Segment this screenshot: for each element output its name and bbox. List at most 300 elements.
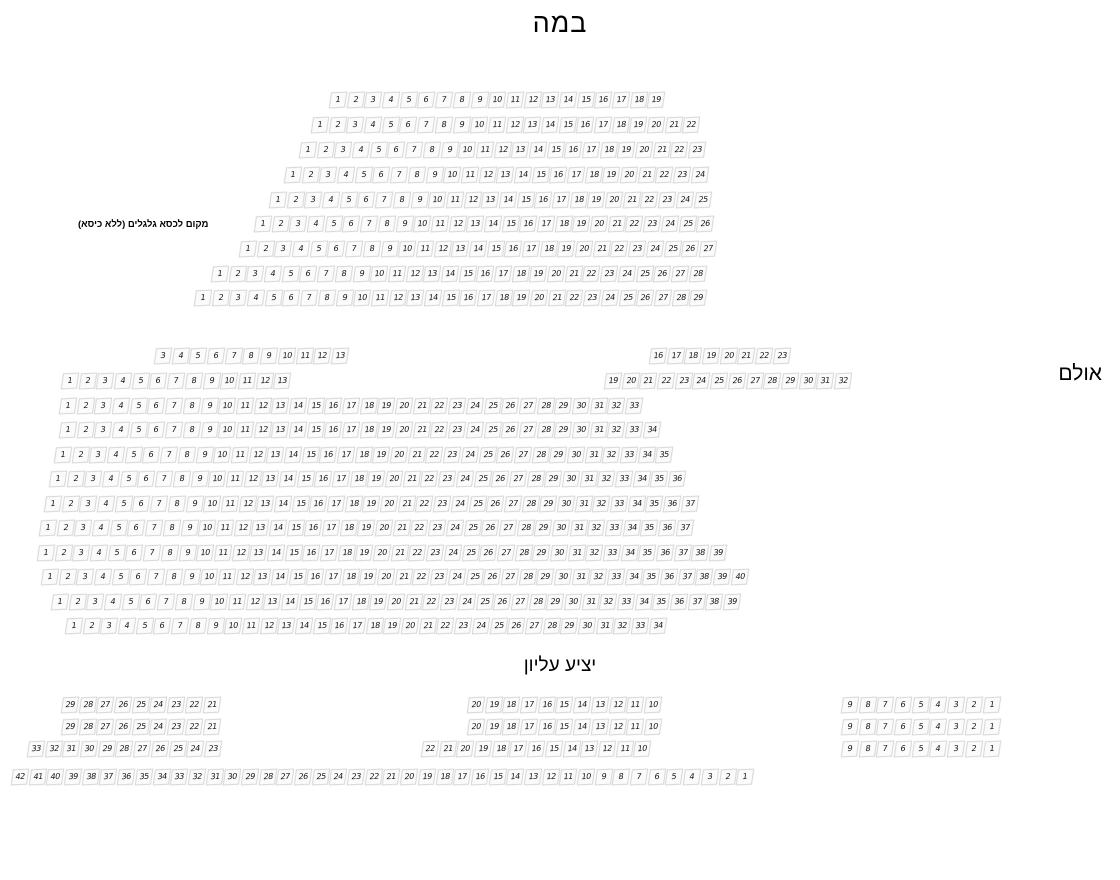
seat[interactable]: 29 [544, 471, 562, 488]
seat[interactable]: 5 [136, 618, 154, 635]
seat[interactable]: 23 [658, 192, 676, 209]
seat[interactable]: 22 [425, 447, 443, 464]
seat[interactable]: 21 [737, 348, 755, 365]
seat[interactable]: 11 [226, 471, 244, 488]
seat[interactable]: 23 [773, 348, 791, 365]
seat[interactable]: 19 [512, 290, 530, 307]
seat[interactable]: 11 [488, 117, 506, 134]
seat[interactable]: 38 [695, 569, 713, 586]
seat[interactable]: 24 [466, 398, 484, 415]
seat[interactable]: 2 [271, 216, 289, 233]
seat[interactable]: 9 [335, 290, 353, 307]
seat[interactable]: 18 [349, 471, 367, 488]
seat[interactable]: 12 [505, 117, 523, 134]
seat[interactable]: 25 [635, 266, 653, 283]
seat[interactable]: 6 [139, 594, 157, 611]
seat[interactable]: 26 [728, 373, 746, 390]
seat[interactable]: 11 [626, 719, 644, 736]
seat[interactable]: 6 [342, 216, 360, 233]
seat[interactable]: 22 [565, 290, 583, 307]
seat[interactable]: 23 [628, 241, 646, 258]
seat[interactable]: 5 [912, 741, 930, 758]
seat[interactable]: 3 [246, 266, 264, 283]
seat[interactable]: 19 [602, 167, 620, 184]
seat[interactable]: 25 [468, 496, 486, 513]
seat[interactable]: 2 [256, 241, 274, 258]
seat[interactable]: 12 [478, 167, 496, 184]
seat[interactable]: 25 [132, 719, 150, 736]
seat[interactable]: 26 [507, 618, 525, 635]
seat[interactable]: 14 [529, 142, 547, 159]
seat[interactable]: 24 [149, 697, 167, 714]
seat[interactable]: 11 [416, 241, 434, 258]
seat[interactable]: 26 [493, 594, 511, 611]
seat[interactable]: 29 [549, 447, 567, 464]
seat[interactable]: 2 [66, 471, 84, 488]
seat[interactable]: 9 [190, 471, 208, 488]
seat[interactable]: 17 [520, 719, 538, 736]
seat[interactable]: 33 [170, 769, 188, 786]
seat[interactable]: 27 [525, 618, 543, 635]
seat[interactable]: 16 [534, 192, 552, 209]
seat[interactable]: 20 [647, 117, 665, 134]
seat[interactable]: 4 [118, 618, 136, 635]
seat[interactable]: 32 [585, 545, 603, 562]
seat[interactable]: 17 [348, 618, 366, 635]
seat[interactable]: 33 [603, 545, 621, 562]
seat[interactable]: 9 [195, 447, 213, 464]
seat[interactable]: 13 [523, 117, 541, 134]
seat[interactable]: 32 [834, 373, 852, 390]
seat[interactable]: 35 [135, 769, 153, 786]
seat[interactable]: 4 [292, 241, 310, 258]
seat[interactable]: 28 [258, 769, 276, 786]
seat[interactable]: 19 [362, 496, 380, 513]
seat[interactable]: 4 [247, 290, 265, 307]
seat[interactable]: 15 [288, 569, 306, 586]
seat[interactable]: 6 [357, 192, 375, 209]
seat[interactable]: 5 [370, 142, 388, 159]
seat[interactable]: 23 [426, 545, 444, 562]
seat[interactable]: 15 [291, 496, 309, 513]
seat[interactable]: 6 [129, 569, 147, 586]
seat[interactable]: 23 [167, 719, 185, 736]
seat[interactable]: 28 [688, 266, 706, 283]
seat[interactable]: 17 [582, 142, 600, 159]
seat[interactable]: 30 [554, 569, 572, 586]
seat[interactable]: 23 [430, 569, 448, 586]
seat[interactable]: 7 [160, 447, 178, 464]
seat[interactable]: 8 [363, 241, 381, 258]
seat[interactable]: 31 [569, 520, 587, 537]
seat[interactable]: 13 [331, 348, 349, 365]
seat[interactable]: 18 [629, 92, 647, 109]
seat[interactable]: 23 [675, 373, 693, 390]
seat[interactable]: 28 [528, 594, 546, 611]
seat[interactable]: 16 [519, 216, 537, 233]
seat[interactable]: 10 [208, 471, 226, 488]
seat[interactable]: 27 [745, 373, 763, 390]
seat[interactable]: 3 [76, 569, 94, 586]
seat[interactable]: 32 [602, 447, 620, 464]
seat[interactable]: 37 [678, 569, 696, 586]
seat[interactable]: 36 [656, 545, 674, 562]
seat[interactable]: 23 [643, 216, 661, 233]
seat[interactable]: 22 [582, 266, 600, 283]
seat[interactable]: 18 [502, 697, 520, 714]
seat[interactable]: 22 [436, 618, 454, 635]
seat[interactable]: 6 [153, 618, 171, 635]
seat[interactable]: 24 [692, 373, 710, 390]
seat[interactable]: 35 [645, 496, 663, 513]
seat[interactable]: 36 [660, 569, 678, 586]
seat[interactable]: 11 [626, 697, 644, 714]
seat[interactable]: 29 [61, 719, 79, 736]
seat[interactable]: 31 [581, 594, 599, 611]
seat[interactable]: 27 [497, 545, 515, 562]
seat[interactable]: 7 [300, 290, 318, 307]
seat[interactable]: 39 [709, 545, 727, 562]
seat[interactable]: 6 [327, 241, 345, 258]
seat[interactable]: 11 [615, 741, 633, 758]
seat[interactable]: 11 [559, 769, 577, 786]
seat[interactable]: 21 [638, 167, 656, 184]
seat[interactable]: 40 [46, 769, 64, 786]
seat[interactable]: 12 [541, 769, 559, 786]
seat[interactable]: 33 [607, 569, 625, 586]
seat[interactable]: 9 [841, 697, 859, 714]
seat[interactable]: 27 [511, 594, 529, 611]
seat[interactable]: 8 [161, 545, 179, 562]
seat[interactable]: 10 [413, 216, 431, 233]
seat[interactable]: 32 [613, 618, 631, 635]
seat[interactable]: 20 [720, 348, 738, 365]
seat[interactable]: 34 [152, 769, 170, 786]
seat[interactable]: 7 [375, 192, 393, 209]
seat[interactable]: 7 [345, 241, 363, 258]
seat[interactable]: 13 [580, 741, 598, 758]
seat[interactable]: 16 [324, 398, 342, 415]
seat[interactable]: 17 [567, 167, 585, 184]
seat[interactable]: 11 [461, 167, 479, 184]
seat[interactable]: 28 [521, 496, 539, 513]
seat[interactable]: 14 [271, 569, 289, 586]
seat[interactable]: 18 [494, 290, 512, 307]
seat[interactable]: 15 [531, 167, 549, 184]
seat[interactable]: 17 [612, 92, 630, 109]
seat[interactable]: 41 [28, 769, 46, 786]
seat[interactable]: 4 [929, 697, 947, 714]
seat[interactable]: 9 [202, 373, 220, 390]
seat[interactable]: 21 [565, 266, 583, 283]
seat[interactable]: 25 [710, 373, 728, 390]
seat[interactable]: 2 [718, 769, 736, 786]
seat[interactable]: 9 [470, 92, 488, 109]
seat[interactable]: 33 [631, 618, 649, 635]
seat[interactable]: 19 [369, 594, 387, 611]
seat[interactable]: 3 [229, 290, 247, 307]
seat[interactable]: 7 [417, 117, 435, 134]
seat[interactable]: 27 [504, 496, 522, 513]
seat[interactable]: 1 [239, 241, 257, 258]
seat[interactable]: 17 [666, 348, 684, 365]
seat[interactable]: 24 [601, 290, 619, 307]
seat[interactable]: 24 [446, 520, 464, 537]
seat[interactable]: 1 [982, 719, 1000, 736]
seat[interactable]: 33 [610, 496, 628, 513]
seat[interactable]: 10 [398, 241, 416, 258]
seat[interactable]: 6 [417, 92, 435, 109]
seat[interactable]: 8 [168, 496, 186, 513]
seat[interactable]: 30 [557, 496, 575, 513]
seat[interactable]: 10 [633, 741, 651, 758]
seat[interactable]: 23 [347, 769, 365, 786]
seat[interactable]: 3 [72, 545, 90, 562]
seat[interactable]: 19 [359, 569, 377, 586]
seat[interactable]: 5 [108, 545, 126, 562]
seat[interactable]: 10 [220, 373, 238, 390]
seat[interactable]: 39 [723, 594, 741, 611]
seat[interactable]: 21 [413, 422, 431, 439]
seat[interactable]: 19 [377, 422, 395, 439]
seat[interactable]: 7 [390, 167, 408, 184]
seat[interactable]: 14 [559, 92, 577, 109]
seat[interactable]: 18 [359, 422, 377, 439]
seat[interactable]: 14 [441, 266, 459, 283]
seat[interactable]: 21 [548, 290, 566, 307]
seat[interactable]: 12 [259, 618, 277, 635]
seat[interactable]: 20 [387, 594, 405, 611]
seat[interactable]: 38 [691, 545, 709, 562]
seat[interactable]: 20 [400, 769, 418, 786]
seat[interactable]: 21 [391, 545, 409, 562]
seat[interactable]: 18 [339, 520, 357, 537]
seat[interactable]: 5 [110, 520, 128, 537]
seat[interactable]: 29 [560, 618, 578, 635]
seat[interactable]: 24 [472, 618, 490, 635]
seat[interactable]: 11 [236, 398, 254, 415]
seat[interactable]: 19 [372, 447, 390, 464]
seat[interactable]: 3 [89, 447, 107, 464]
seat[interactable]: 11 [295, 348, 313, 365]
seat[interactable]: 2 [228, 266, 246, 283]
seat[interactable]: 1 [37, 545, 55, 562]
seat[interactable]: 30 [578, 618, 596, 635]
seat[interactable]: 5 [112, 569, 130, 586]
seat[interactable]: 16 [309, 496, 327, 513]
seat[interactable]: 23 [673, 167, 691, 184]
seat[interactable]: 33 [625, 398, 643, 415]
seat[interactable]: 42 [11, 769, 29, 786]
seat[interactable]: 32 [592, 496, 610, 513]
seat[interactable]: 28 [763, 373, 781, 390]
seat[interactable]: 22 [655, 167, 673, 184]
seat[interactable]: 9 [352, 266, 370, 283]
seat[interactable]: 27 [671, 266, 689, 283]
seat[interactable]: 19 [702, 348, 720, 365]
seat[interactable]: 13 [406, 290, 424, 307]
seat[interactable]: 3 [96, 373, 114, 390]
seat[interactable]: 1 [65, 618, 83, 635]
seat[interactable]: 10 [370, 266, 388, 283]
seat[interactable]: 25 [465, 569, 483, 586]
seat[interactable]: 10 [458, 142, 476, 159]
seat[interactable]: 8 [393, 192, 411, 209]
seat[interactable]: 18 [337, 545, 355, 562]
seat[interactable]: 3 [364, 92, 382, 109]
seat[interactable]: 28 [526, 471, 544, 488]
seat[interactable]: 26 [486, 496, 504, 513]
seat[interactable]: 21 [393, 520, 411, 537]
seat[interactable]: 6 [282, 290, 300, 307]
seat[interactable]: 7 [317, 266, 335, 283]
seat[interactable]: 24 [329, 769, 347, 786]
seat[interactable]: 33 [620, 447, 638, 464]
seat[interactable]: 28 [518, 569, 536, 586]
seat[interactable]: 16 [314, 471, 332, 488]
seat[interactable]: 6 [299, 266, 317, 283]
seat[interactable]: 26 [479, 545, 497, 562]
seat[interactable]: 3 [947, 719, 965, 736]
seat[interactable]: 21 [653, 142, 671, 159]
seat[interactable]: 11 [231, 447, 249, 464]
seat[interactable]: 21 [202, 719, 220, 736]
seat[interactable]: 18 [359, 398, 377, 415]
seat[interactable]: 27 [133, 741, 151, 758]
seat[interactable]: 29 [689, 290, 707, 307]
seat[interactable]: 11 [431, 216, 449, 233]
seat[interactable]: 13 [451, 241, 469, 258]
seat[interactable]: 24 [186, 741, 204, 758]
seat[interactable]: 18 [502, 719, 520, 736]
seat[interactable]: 19 [357, 520, 375, 537]
seat[interactable]: 28 [671, 290, 689, 307]
seat[interactable]: 9 [182, 569, 200, 586]
seat[interactable]: 1 [49, 471, 67, 488]
seat[interactable]: 30 [564, 594, 582, 611]
seat[interactable]: 6 [147, 422, 165, 439]
seat[interactable]: 22 [185, 719, 203, 736]
seat[interactable]: 15 [301, 447, 319, 464]
seat[interactable]: 23 [443, 447, 461, 464]
seat[interactable]: 19 [557, 241, 575, 258]
seat[interactable]: 14 [499, 192, 517, 209]
seat[interactable]: 2 [286, 192, 304, 209]
seat[interactable]: 37 [676, 520, 694, 537]
seat[interactable]: 12 [313, 348, 331, 365]
seat[interactable]: 11 [238, 373, 256, 390]
seat[interactable]: 16 [304, 520, 322, 537]
seat[interactable]: 20 [395, 398, 413, 415]
seat[interactable]: 35 [650, 471, 668, 488]
seat[interactable]: 24 [646, 241, 664, 258]
seat[interactable]: 4 [112, 398, 130, 415]
seat[interactable]: 17 [324, 569, 342, 586]
seat[interactable]: 6 [149, 373, 167, 390]
seat[interactable]: 20 [390, 447, 408, 464]
seat[interactable]: 4 [364, 117, 382, 134]
seat[interactable]: 17 [552, 192, 570, 209]
seat[interactable]: 1 [54, 447, 72, 464]
seat[interactable]: 17 [453, 769, 471, 786]
seat[interactable]: 19 [604, 373, 622, 390]
seat[interactable]: 5 [115, 496, 133, 513]
seat[interactable]: 19 [629, 117, 647, 134]
seat[interactable]: 24 [458, 594, 476, 611]
seat[interactable]: 2 [965, 741, 983, 758]
seat[interactable]: 1 [254, 216, 272, 233]
seat[interactable]: 20 [380, 496, 398, 513]
seat[interactable]: 16 [538, 719, 556, 736]
seat[interactable]: 5 [130, 422, 148, 439]
seat[interactable]: 15 [555, 719, 573, 736]
seat[interactable]: 4 [264, 266, 282, 283]
seat[interactable]: 22 [422, 594, 440, 611]
seat[interactable]: 28 [542, 618, 560, 635]
seat[interactable]: 28 [514, 545, 532, 562]
seat[interactable]: 9 [200, 422, 218, 439]
seat[interactable]: 36 [117, 769, 135, 786]
seat[interactable]: 8 [183, 398, 201, 415]
seat[interactable]: 23 [454, 618, 472, 635]
seat[interactable]: 28 [536, 398, 554, 415]
seat[interactable]: 23 [448, 422, 466, 439]
seat[interactable]: 24 [444, 545, 462, 562]
seat[interactable]: 32 [587, 520, 605, 537]
seat[interactable]: 28 [516, 520, 534, 537]
seat[interactable]: 3 [304, 192, 322, 209]
seat[interactable]: 13 [251, 520, 269, 537]
seat[interactable]: 31 [567, 545, 585, 562]
seat[interactable]: 34 [648, 618, 666, 635]
seat[interactable]: 15 [441, 290, 459, 307]
seat[interactable]: 21 [382, 769, 400, 786]
seat[interactable]: 34 [634, 594, 652, 611]
seat[interactable]: 37 [681, 496, 699, 513]
seat[interactable]: 12 [238, 496, 256, 513]
seat[interactable]: 24 [466, 422, 484, 439]
seat[interactable]: 9 [594, 769, 612, 786]
seat[interactable]: 7 [167, 373, 185, 390]
seat[interactable]: 29 [554, 398, 572, 415]
seat[interactable]: 1 [982, 741, 1000, 758]
seat[interactable]: 14 [289, 422, 307, 439]
seat[interactable]: 6 [894, 741, 912, 758]
seat[interactable]: 24 [451, 496, 469, 513]
seat[interactable]: 17 [342, 398, 360, 415]
seat[interactable]: 11 [242, 618, 260, 635]
seat[interactable]: 20 [590, 216, 608, 233]
seat[interactable]: 3 [334, 142, 352, 159]
seat[interactable]: 13 [524, 769, 542, 786]
seat[interactable]: 9 [380, 241, 398, 258]
seat[interactable]: 36 [658, 520, 676, 537]
seat[interactable]: 7 [145, 520, 163, 537]
seat[interactable]: 25 [663, 241, 681, 258]
seat[interactable]: 10 [443, 167, 461, 184]
seat[interactable]: 13 [253, 569, 271, 586]
seat[interactable]: 7 [876, 697, 894, 714]
seat[interactable]: 9 [410, 192, 428, 209]
seat[interactable]: 18 [611, 117, 629, 134]
seat[interactable]: 3 [86, 594, 104, 611]
seat[interactable]: 4 [102, 471, 120, 488]
seat[interactable]: 7 [876, 741, 894, 758]
seat[interactable]: 15 [501, 216, 519, 233]
seat[interactable]: 21 [438, 741, 456, 758]
seat[interactable]: 4 [322, 192, 340, 209]
seat[interactable]: 10 [198, 520, 216, 537]
